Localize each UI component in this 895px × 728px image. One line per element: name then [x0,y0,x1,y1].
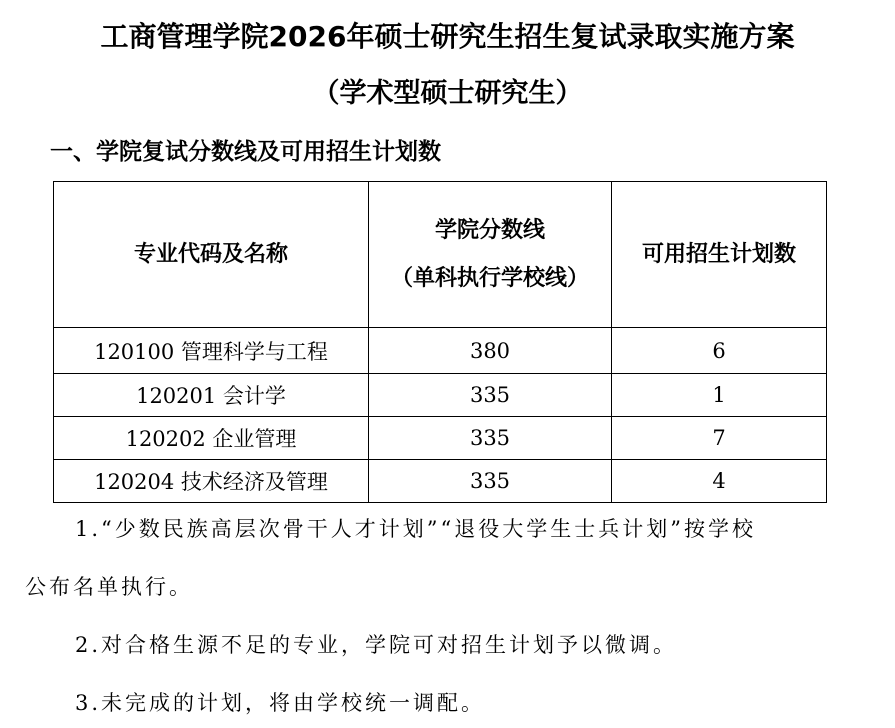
score-quota-table [53,181,827,503]
table-row [54,460,827,503]
note-3: 3.未完成的计划，将由学校统一调配。 [75,691,486,715]
document-subtitle: （学术型硕士研究生） [312,78,583,109]
header-quota-label: 可用招生计划数 [641,241,796,267]
note-1-continuation: 公布名单执行。 [25,575,193,599]
table-row [54,417,827,460]
note-2: 2.对合格生源不足的专业，学院可对招生计划予以微调。 [75,633,678,657]
cell-quota: 4 [612,460,827,503]
cell-major: 120100 管理科学与工程 [54,328,369,374]
cell-major: 120201 会计学 [54,374,369,417]
document-title: 工商管理学院2026年硕士研究生招生复试录取实施方案 [100,20,795,53]
header-score-note: （单科执行学校线） [390,265,589,291]
table-row [54,374,827,417]
cell-quota: 1 [612,374,827,417]
cell-score: 335 [369,460,612,503]
header-score [369,182,612,328]
header-major [54,182,369,328]
section-heading: 一、学院复试分数线及可用招生计划数 [50,139,441,165]
cell-score: 335 [369,374,612,417]
cell-quota: 7 [612,417,827,460]
cell-score: 335 [369,417,612,460]
note-1: 1.“少数民族高层次骨干人才计划”“退役大学生士兵计划”按学校 [75,517,756,541]
cell-quota: 6 [612,328,827,374]
header-major-label: 专业代码及名称 [133,241,288,267]
cell-major: 120202 企业管理 [54,417,369,460]
cell-score: 380 [369,328,612,374]
table-header-row [54,182,827,328]
table-row [54,328,827,374]
cell-major: 120204 技术经济及管理 [54,460,369,503]
header-quota [612,182,827,328]
header-score-label: 学院分数线 [434,217,545,243]
